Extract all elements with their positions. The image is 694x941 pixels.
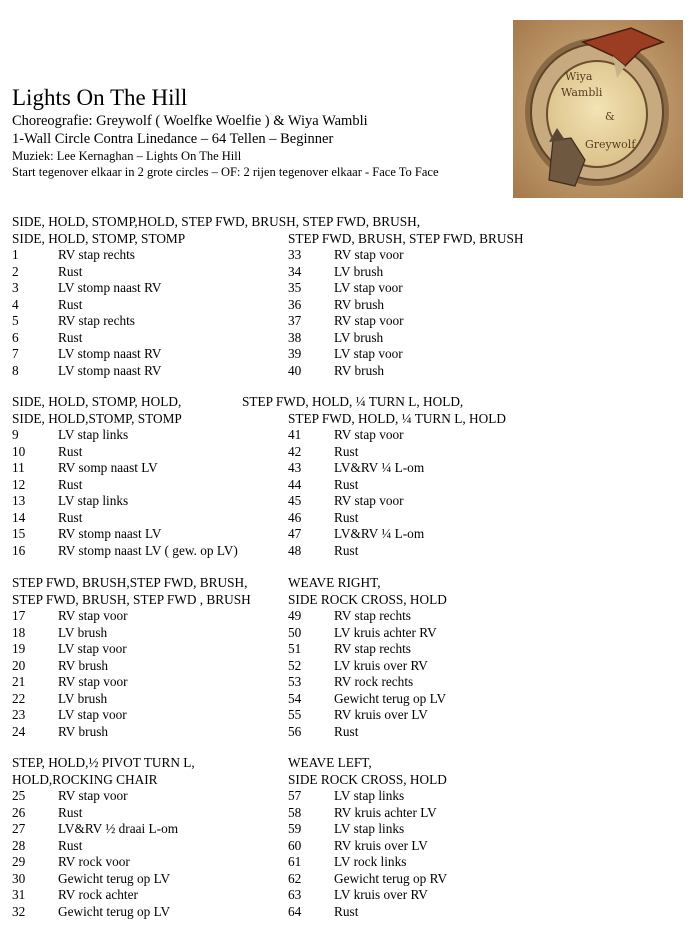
step-description: LV stap voor xyxy=(58,707,127,722)
step-description: RV brush xyxy=(334,362,385,378)
step-description: RV stap voor xyxy=(58,608,128,623)
step-count: 7 xyxy=(12,346,19,361)
step-count: 35 xyxy=(288,280,302,295)
step-description: Rust xyxy=(58,837,83,853)
step-description: LV kruis achter RV xyxy=(334,624,437,640)
step-description: Rust xyxy=(58,804,83,820)
section-2-left-heading-line-2: SIDE, HOLD,STOMP, STOMP xyxy=(12,410,182,426)
section-4-right-heading-line-1: WEAVE LEFT, xyxy=(288,755,372,770)
step-description: LV stomp naast RV xyxy=(58,280,162,295)
step-count: 58 xyxy=(288,804,302,820)
step-description: Gewicht terug op LV xyxy=(58,903,171,919)
step-description: RV brush xyxy=(58,657,109,673)
step-count: 5 xyxy=(12,313,19,328)
step-description: RV kruis achter LV xyxy=(334,804,437,820)
step-description: RV stap voor xyxy=(58,674,128,689)
step-count: 19 xyxy=(12,641,26,656)
step-description: Rust xyxy=(334,542,359,558)
step-count: 32 xyxy=(12,903,26,919)
step-description: LV&RV ¼ L-om xyxy=(334,526,425,541)
choreography-line: Choreografie: Greywolf ( Woelfke Woelfie ) & Wiya Wambli xyxy=(12,113,368,129)
step-description: RV stap voor xyxy=(334,493,404,508)
step-description: Rust xyxy=(58,329,83,345)
step-count: 27 xyxy=(12,821,26,836)
step-count: 9 xyxy=(12,427,19,442)
section-3-right-heading-line-1: WEAVE RIGHT, xyxy=(288,575,381,590)
start-line: Start tegenover elkaar in 2 grote circles – OF: 2 rijen tegenover elkaar - Face To Face xyxy=(12,165,439,179)
step-description: LV stap voor xyxy=(334,280,403,295)
section-3-left-heading-line-2: STEP FWD, BRUSH, STEP FWD , BRUSH xyxy=(12,591,251,607)
step-description: RV stap voor xyxy=(334,313,404,328)
step-count: 62 xyxy=(288,870,302,886)
step-count: 13 xyxy=(12,493,26,508)
step-description: LV stomp naast RV xyxy=(58,346,162,361)
step-count: 31 xyxy=(12,887,26,902)
step-description: LV brush xyxy=(334,329,384,345)
step-count: 61 xyxy=(288,854,302,869)
step-count: 26 xyxy=(12,804,26,820)
step-description: Rust xyxy=(58,263,83,279)
step-description: RV stomp naast LV xyxy=(58,526,162,541)
step-count: 57 xyxy=(288,788,302,803)
step-description: LV brush xyxy=(58,690,108,706)
step-count: 51 xyxy=(288,641,302,656)
step-count: 10 xyxy=(12,443,26,459)
step-description: LV rock links xyxy=(334,854,407,869)
step-description: LV kruis over RV xyxy=(334,887,428,902)
step-count: 56 xyxy=(288,723,302,739)
step-description: RV kruis over LV xyxy=(334,707,428,722)
step-count: 53 xyxy=(288,674,302,689)
step-description: RV stap rechts xyxy=(58,247,135,262)
step-description: RV stap voor xyxy=(58,788,128,803)
step-description: RV rock voor xyxy=(58,854,130,869)
step-count: 54 xyxy=(288,690,302,706)
wiya-wambli-greywolf-logo xyxy=(513,20,683,198)
step-count: 12 xyxy=(12,476,26,492)
step-description: LV stomp naast RV xyxy=(58,362,162,378)
step-count: 25 xyxy=(12,788,26,803)
step-count: 55 xyxy=(288,707,302,722)
step-count: 45 xyxy=(288,493,302,508)
section-4-left-heading-line-2: HOLD,ROCKING CHAIR xyxy=(12,771,158,787)
step-count: 40 xyxy=(288,362,302,378)
step-description: Gewicht terug op LV xyxy=(334,690,447,706)
step-description: RV rock rechts xyxy=(334,674,414,689)
step-description: RV rock achter xyxy=(58,887,138,902)
step-count: 18 xyxy=(12,624,26,640)
step-count: 33 xyxy=(288,247,302,262)
music-line: Muziek: Lee Kernaghan – Lights On The Hill xyxy=(12,149,242,163)
step-description: Rust xyxy=(334,476,359,492)
step-count: 60 xyxy=(288,837,302,853)
step-description: LV stap links xyxy=(334,788,405,803)
step-description: RV brush xyxy=(58,723,109,739)
step-count: 37 xyxy=(288,313,302,328)
step-count: 64 xyxy=(288,903,302,919)
step-description: Gewicht terug op LV xyxy=(58,870,171,886)
step-count: 14 xyxy=(12,509,26,525)
step-description: RV stap rechts xyxy=(58,313,135,328)
step-count: 11 xyxy=(12,460,25,475)
step-count: 15 xyxy=(12,526,26,541)
step-description: Rust xyxy=(58,509,83,525)
step-description: RV kruis over LV xyxy=(334,837,428,853)
step-count: 39 xyxy=(288,346,302,361)
step-description: RV somp naast LV xyxy=(58,460,158,475)
step-description: Rust xyxy=(334,723,359,739)
step-count: 28 xyxy=(12,837,26,853)
step-description: LV brush xyxy=(58,624,108,640)
step-description: RV stap voor xyxy=(334,427,404,442)
step-count: 46 xyxy=(288,509,302,525)
step-count: 36 xyxy=(288,296,302,312)
section-2-right-heading-line-1: STEP FWD, HOLD, ¼ TURN L, HOLD, xyxy=(242,394,464,409)
step-count: 52 xyxy=(288,657,302,673)
step-count: 59 xyxy=(288,821,302,836)
step-count: 41 xyxy=(288,427,302,442)
svg-text:Wiya: Wiya xyxy=(565,70,593,83)
step-description: LV&RV ½ draai L-om xyxy=(58,821,179,836)
step-description: LV stap voor xyxy=(58,641,127,656)
step-description: Rust xyxy=(334,509,359,525)
step-description: LV kruis over RV xyxy=(334,657,428,673)
svg-text:&: & xyxy=(605,110,615,123)
step-count: 43 xyxy=(288,460,302,475)
section-3-right-heading-line-2: SIDE ROCK CROSS, HOLD xyxy=(288,591,447,607)
section-3-left-heading-line-1: STEP FWD, BRUSH,STEP FWD, BRUSH, xyxy=(12,575,248,590)
step-count: 63 xyxy=(288,887,302,902)
dance-type-line: 1-Wall Circle Contra Linedance – 64 Tellen – Beginner xyxy=(12,131,334,147)
step-description: Gewicht terug op RV xyxy=(334,870,448,886)
step-count: 20 xyxy=(12,657,26,673)
step-count: 23 xyxy=(12,707,26,722)
step-count: 21 xyxy=(12,674,26,689)
step-count: 17 xyxy=(12,608,26,623)
step-count: 48 xyxy=(288,542,302,558)
step-count: 4 xyxy=(12,296,19,312)
step-count: 6 xyxy=(12,329,19,345)
section-1-left-heading-line-2: SIDE, HOLD, STOMP, STOMP xyxy=(12,230,186,246)
step-description: LV stap links xyxy=(58,493,129,508)
step-description: LV brush xyxy=(334,263,384,279)
step-description: RV stomp naast LV ( gew. op LV) xyxy=(58,542,238,558)
step-count: 3 xyxy=(12,280,19,295)
step-description: Rust xyxy=(58,443,83,459)
section-4-right-heading-line-2: SIDE ROCK CROSS, HOLD xyxy=(288,771,447,787)
step-description: LV stap voor xyxy=(334,346,403,361)
section-2-right-heading-line-2: STEP FWD, HOLD, ¼ TURN L, HOLD xyxy=(288,410,506,426)
step-description: LV stap links xyxy=(58,427,129,442)
step-count: 49 xyxy=(288,608,302,623)
step-count: 24 xyxy=(12,723,26,739)
step-description: Rust xyxy=(334,903,359,919)
step-count: 2 xyxy=(12,263,19,279)
page-title: Lights On The Hill xyxy=(12,85,188,110)
svg-text:Wambli: Wambli xyxy=(561,86,603,99)
section-4-left-heading-line-1: STEP, HOLD,½ PIVOT TURN L, xyxy=(12,755,195,770)
step-count: 44 xyxy=(288,476,302,492)
section-2-left-heading-line-1: SIDE, HOLD, STOMP, HOLD, xyxy=(12,394,182,409)
step-description: LV&RV ¼ L-om xyxy=(334,460,425,475)
step-description: Rust xyxy=(58,476,83,492)
step-description: LV stap links xyxy=(334,821,405,836)
step-description: RV stap rechts xyxy=(334,641,411,656)
section-1-right-heading-line-2: STEP FWD, BRUSH, STEP FWD, BRUSH xyxy=(288,230,524,246)
step-description: Rust xyxy=(58,296,83,312)
step-count: 50 xyxy=(288,624,302,640)
step-count: 47 xyxy=(288,526,302,541)
step-count: 29 xyxy=(12,854,26,869)
section-1-left-heading-line-1: SIDE, HOLD, STOMP,HOLD, STEP FWD, BRUSH, STEP FWD, BRUSH, xyxy=(12,214,421,229)
step-description: Rust xyxy=(334,443,359,459)
step-count: 38 xyxy=(288,329,302,345)
step-count: 42 xyxy=(288,443,302,459)
step-count: 1 xyxy=(12,247,19,262)
step-count: 8 xyxy=(12,362,19,378)
step-description: RV brush xyxy=(334,296,385,312)
step-count: 34 xyxy=(288,263,302,279)
step-description: RV stap rechts xyxy=(334,608,411,623)
svg-text:Greywolf: Greywolf xyxy=(585,138,636,151)
step-count: 22 xyxy=(12,690,26,706)
step-description: RV stap voor xyxy=(334,247,404,262)
step-count: 16 xyxy=(12,542,26,558)
step-count: 30 xyxy=(12,870,26,886)
